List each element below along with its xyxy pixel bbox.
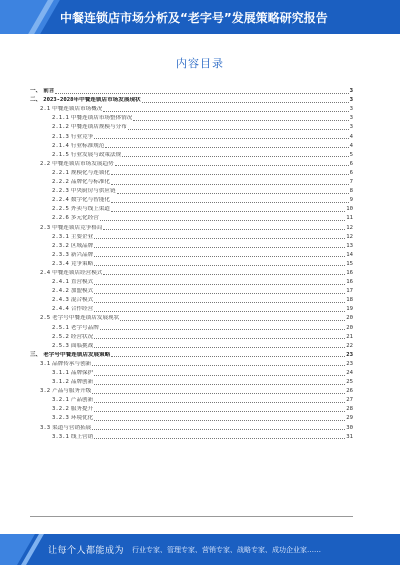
- toc-entry-number: 2.4.3: [52, 297, 69, 304]
- toc-entry-page: 20: [346, 315, 353, 322]
- toc-entry-title: 行业发展与政策法规: [70, 151, 122, 158]
- toc-entry-title: 线上营销: [70, 433, 94, 440]
- toc-entry-number: 3.1.2: [52, 379, 69, 386]
- toc-entry-page: 12: [346, 233, 353, 240]
- toc-entry-page: 3: [349, 115, 353, 122]
- page-divider: [30, 516, 353, 517]
- toc-entry-page: 23: [346, 360, 353, 367]
- toc-dot-leader: [92, 393, 345, 394]
- toc-entry[interactable]: [30, 413, 353, 422]
- toc-entry[interactable]: [30, 150, 353, 159]
- toc-entry[interactable]: [30, 404, 353, 413]
- toc-entry-number: 三、: [30, 351, 42, 358]
- toc-dot-leader: [115, 165, 349, 166]
- toc-dot-leader: [94, 284, 345, 285]
- toc-entry-title: 竞争策略: [70, 260, 94, 267]
- toc-entry-number: 2.3: [40, 224, 51, 231]
- toc-entry-title: 行业竞争: [70, 133, 94, 140]
- toc-entry-title: 外卖与线上渠道: [70, 206, 111, 213]
- toc-entry[interactable]: [30, 250, 353, 259]
- toc-dot-leader: [94, 247, 345, 248]
- toc-dot-leader: [94, 375, 345, 376]
- toc-entry-number: 3.2.1: [52, 397, 69, 404]
- toc-entry[interactable]: [30, 159, 353, 168]
- toc-entry[interactable]: [30, 104, 353, 113]
- toc-dot-leader: [94, 438, 345, 439]
- toc-entry[interactable]: [30, 313, 353, 322]
- toc-entry[interactable]: [30, 195, 353, 204]
- toc-entry-page: 17: [346, 288, 353, 295]
- toc-entry-number: 2.2.5: [52, 206, 69, 213]
- toc-dot-leader: [103, 229, 345, 230]
- toc-entry-title: 前言: [43, 88, 55, 95]
- toc-entry-number: 2.1.2: [52, 124, 69, 131]
- toc-entry[interactable]: [30, 377, 353, 386]
- toc-entry-page: 15: [346, 260, 353, 267]
- toc-entry-number: 2.1: [40, 106, 51, 113]
- toc-entry-page: 22: [346, 342, 353, 349]
- toc-dot-leader: [128, 129, 349, 130]
- toc-dot-leader: [100, 329, 345, 330]
- toc-entry-number: 2.1.5: [52, 151, 69, 158]
- toc-entry-number: 一、: [30, 88, 42, 95]
- toc-entry-number: 2.2.1: [52, 169, 69, 176]
- toc-entry-number: 2.2: [40, 160, 51, 167]
- toc-dot-leader: [133, 120, 348, 121]
- toc-dot-leader: [103, 111, 348, 112]
- toc-entry[interactable]: [30, 177, 353, 186]
- toc-entry[interactable]: [30, 277, 353, 286]
- toc-entry-title: 中餐连锁店市场整体情况: [70, 115, 133, 122]
- toc-entry-title: 老字号中餐连锁店发展策略: [43, 351, 111, 358]
- report-header-banner: [0, 0, 400, 34]
- toc-entry-number: 2.3.3: [52, 251, 69, 258]
- toc-entry-number: 2.1.1: [52, 115, 69, 122]
- toc-entry-number: 3.1.1: [52, 370, 69, 376]
- toc-entry-page: 28: [346, 406, 353, 413]
- toc-entry-page: 14: [346, 251, 353, 258]
- toc-entry[interactable]: [30, 350, 353, 359]
- toc-dot-leader: [94, 347, 345, 348]
- toc-entry-page: 10: [346, 206, 353, 213]
- toc-entry-number: 二、: [30, 97, 42, 104]
- toc-entry-number: 3.2.2: [52, 406, 69, 413]
- toc-entry-number: 3.1: [40, 360, 51, 367]
- toc-entry[interactable]: [30, 204, 353, 213]
- toc-entry-title: 服务提升: [70, 406, 94, 413]
- toc-entry-page: 3: [349, 106, 353, 113]
- toc-entry-title: 产品创新: [70, 397, 94, 404]
- toc-entry[interactable]: [30, 232, 353, 241]
- toc-dot-leader: [94, 138, 348, 139]
- toc-entry-page: 27: [346, 397, 353, 404]
- toc-entry-number: 2.2.4: [52, 197, 69, 204]
- toc-dot-leader: [117, 193, 349, 194]
- toc-entry-page: 4: [349, 133, 353, 140]
- toc-entry-title: 渠道与营销拓展: [52, 424, 92, 431]
- toc-entry[interactable]: [30, 359, 353, 368]
- toc-dot-leader: [94, 311, 345, 312]
- toc-entry-title: 中餐连锁店经营模式: [52, 269, 103, 276]
- toc-entry[interactable]: [30, 131, 353, 140]
- toc-entry[interactable]: [30, 222, 353, 231]
- toc-entry-title: 混合模式: [70, 297, 94, 304]
- toc-entry[interactable]: [30, 322, 353, 331]
- toc-entry-number: 2.1.4: [52, 142, 69, 149]
- toc-entry-number: 2.4.4: [52, 306, 69, 313]
- toc-entry-page: 30: [346, 424, 353, 431]
- toc-entry-number: 2.4: [40, 269, 51, 276]
- toc-entry-page: 7: [349, 179, 353, 186]
- toc-entry-title: 加盟模式: [70, 288, 94, 295]
- toc-entry-page: 26: [346, 388, 353, 395]
- toc-entry[interactable]: [30, 295, 353, 304]
- toc-entry-title: 中餐连锁店市场发展趋势: [52, 160, 114, 167]
- toc-entry-number: 2.3.2: [52, 242, 69, 249]
- toc-entry[interactable]: [30, 432, 353, 441]
- toc-dot-leader: [94, 293, 345, 294]
- toc-entry[interactable]: [30, 386, 353, 395]
- toc-entry-number: 3.2.3: [52, 415, 69, 422]
- toc-entry[interactable]: [30, 368, 353, 377]
- toc-entry-title: 老字号中餐连锁店发展现状: [52, 315, 120, 322]
- toc-entry-title: 中央厨房与供应链: [70, 188, 116, 195]
- toc-entry-page: 31: [346, 433, 353, 440]
- toc-entry-title: 中餐连锁店竞争格局: [52, 224, 103, 231]
- toc-entry[interactable]: [30, 259, 353, 268]
- toc-entry-title: 新兴品牌: [70, 251, 94, 258]
- toc-entry-title: 区域品牌: [70, 242, 94, 249]
- toc-entry-title: 品牌化与标准化: [70, 179, 111, 186]
- toc-dot-leader: [122, 156, 348, 157]
- toc-entry-title: 品牌保护: [70, 370, 94, 376]
- toc-entry[interactable]: [30, 213, 353, 222]
- toc-entry-number: 2.3.4: [52, 260, 69, 267]
- toc-entry-title: 经营状况: [70, 333, 94, 340]
- toc-dot-leader: [103, 274, 345, 275]
- toc-entry-page: 19: [346, 306, 353, 313]
- toc-entry-number: 2.5.3: [52, 342, 69, 349]
- toc-title: 内容目录: [176, 57, 224, 70]
- toc-entry-page: 8: [349, 188, 353, 195]
- toc-entry-title: 中餐连锁店市场概况: [52, 106, 103, 113]
- toc-entry[interactable]: [30, 304, 353, 313]
- toc-entry[interactable]: [30, 422, 353, 431]
- toc-entry-page: 3: [349, 97, 353, 104]
- toc-entry-page: 29: [346, 415, 353, 422]
- toc-entry-number: 2.1.3: [52, 133, 69, 140]
- toc-entry-title: 产品与服务升级: [52, 388, 92, 395]
- footer-banner: [0, 534, 400, 565]
- toc-entry-title: 数字化与智能化: [70, 197, 111, 204]
- toc-entry-number: 2.2.6: [52, 215, 69, 222]
- toc-dot-leader: [100, 220, 345, 221]
- toc-entry-page: 16: [346, 269, 353, 276]
- toc-entry-number: 2.2.2: [52, 179, 69, 186]
- toc-dot-leader: [94, 238, 345, 239]
- footer-roles: 行业专家、管理专家、营销专家、战略专家、成功企业家……: [132, 546, 321, 554]
- toc-entry[interactable]: [30, 113, 353, 122]
- toc-dot-leader: [94, 265, 345, 266]
- toc-entry[interactable]: [30, 341, 353, 350]
- toc-entry-title: 多元化经营: [70, 215, 99, 222]
- toc-dot-leader: [94, 411, 345, 412]
- toc-entry-page: 23: [346, 351, 353, 358]
- toc-dot-leader: [120, 320, 345, 321]
- toc-entry[interactable]: [30, 122, 353, 131]
- toc-entry[interactable]: [30, 241, 353, 250]
- toc-entry-title: 中餐连锁店规模与分布: [70, 124, 127, 131]
- toc-dot-leader: [55, 93, 348, 94]
- report-title: 中餐连锁店市场分析及“老字号”发展策略研究报告: [60, 11, 328, 25]
- toc-entry-page: 20: [346, 324, 353, 331]
- toc-entry-title: 老字号品牌: [70, 324, 99, 331]
- toc-entry[interactable]: [30, 141, 353, 150]
- toc-entry-title: 行业标准规范: [70, 142, 105, 149]
- toc-dot-leader: [111, 202, 349, 203]
- toc-entry-title: 主要企业: [70, 233, 94, 240]
- toc-dot-leader: [94, 302, 345, 303]
- toc-entry-page: 3: [349, 124, 353, 131]
- toc-entry-page: 9: [349, 197, 353, 204]
- toc-entry-title: 品牌传承与创新: [52, 360, 92, 367]
- toc-entry[interactable]: [30, 332, 353, 341]
- toc-entry-number: 2.2.3: [52, 188, 69, 195]
- toc-entry-page: 12: [346, 224, 353, 231]
- toc-entry-title: 规模化与连锁化: [70, 169, 111, 176]
- footer-slogan: 让每个人都能成为: [48, 546, 125, 556]
- toc-entry-page: 4: [349, 142, 353, 149]
- toc-dot-leader: [111, 356, 345, 357]
- toc-entry[interactable]: [30, 286, 353, 295]
- toc-dot-leader: [94, 420, 345, 421]
- toc-entry-page: 11: [346, 215, 353, 222]
- toc-entry-title: 2023-2028年中餐连锁店市场发展现状: [43, 97, 141, 104]
- toc-entry-page: 24: [346, 370, 353, 376]
- toc-entry-title: 环境优化: [70, 415, 94, 422]
- table-of-contents: [30, 86, 353, 441]
- toc-dot-leader: [94, 256, 345, 257]
- toc-entry-title: 品牌创新: [70, 379, 94, 386]
- toc-entry[interactable]: [30, 395, 353, 404]
- toc-entry[interactable]: [30, 186, 353, 195]
- toc-entry-page: 21: [346, 333, 353, 340]
- toc-dot-leader: [105, 147, 348, 148]
- toc-entry[interactable]: [30, 95, 353, 104]
- toc-dot-leader: [92, 429, 345, 430]
- toc-dot-leader: [94, 402, 345, 403]
- toc-entry-number: 2.5.2: [52, 333, 69, 340]
- toc-entry-title: 直营模式: [70, 279, 94, 286]
- toc-entry[interactable]: [30, 86, 353, 95]
- toc-dot-leader: [111, 184, 349, 185]
- toc-dot-leader: [111, 211, 345, 212]
- toc-entry-number: 3.2: [40, 388, 51, 395]
- toc-entry-number: 2.5: [40, 315, 51, 322]
- toc-entry-page: 16: [346, 279, 353, 286]
- toc-entry-page: 25: [346, 379, 353, 386]
- toc-dot-leader: [94, 384, 345, 385]
- toc-entry[interactable]: [30, 268, 353, 277]
- toc-entry-page: 6: [349, 160, 353, 167]
- toc-entry-page: 18: [346, 297, 353, 304]
- toc-entry-number: 3.3: [40, 424, 51, 431]
- toc-dot-leader: [142, 102, 349, 103]
- toc-entry-page: 13: [346, 242, 353, 249]
- toc-entry-number: 2.4.2: [52, 288, 69, 295]
- toc-entry-number: 2.5.1: [52, 324, 69, 331]
- toc-entry-page: 3: [349, 88, 353, 95]
- toc-entry-number: 2.4.1: [52, 279, 69, 286]
- toc-dot-leader: [111, 174, 349, 175]
- toc-entry-number: 2.3.1: [52, 233, 69, 240]
- toc-entry-title: 面临挑战: [70, 342, 94, 349]
- toc-dot-leader: [92, 365, 345, 366]
- toc-entry-title: 合作经营: [70, 306, 94, 313]
- toc-entry-page: 5: [349, 151, 353, 158]
- toc-dot-leader: [94, 338, 345, 339]
- toc-entry-number: 3.3.1: [52, 433, 69, 440]
- toc-entry-page: 6: [349, 169, 353, 176]
- toc-entry[interactable]: [30, 168, 353, 177]
